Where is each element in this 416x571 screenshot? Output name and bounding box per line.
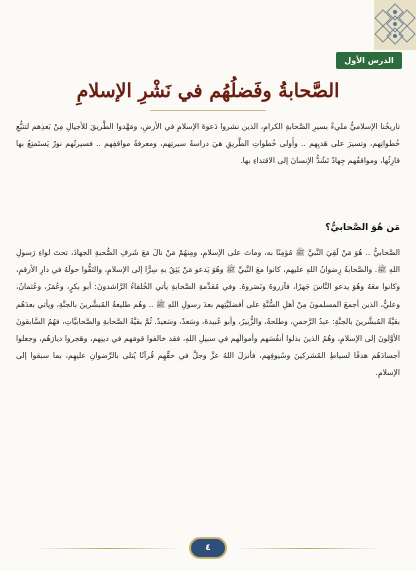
main-paragraph: الصَّحابيُّ .. هُوَ مَنْ لَقِيَ النَّبيَّ ﷺ مُؤمِنًا به، وماتَ على الإسلامِ، ومِنهُمْ مَنْ نالَ مَعَ شَرفِ الصُّحبةِ الجهادَ، تحتَ لواءِ رَسولِ اللهِ ﷺ. والصَّحابةُ رِضوانُ اللهِ عليهم، كانوا معَ النَّبيِّ ﷺ وهُوَ يَدعو مَنْ يَثِقُ بهِ سِرًّا إلى الإسلامِ، والتَفُّوا حولَهُ في دارِ الأرقمِ، وكانوا معَهُ وهُوَ يدعو النَّاسَ جَهرًا، فآزروهُ ونَصَروهُ. وفي مُقدِّمةِ الصَّحابةِ يأتي الخُلفاءُ الرَّاشدونَ: أبو بكرٍ، وعُمَرُ، وعُثمانُ، وعليٌّ، الذين أجمعَ المسلمونَ مِنْ أهلِ السُّنَّةِ على أفضليَّتِهم بعدَ رسولِ اللهِ ﷺ .. وهُم طليعةُ المُبشَّرينَ بالجنَّةِ، ويأتي بعدَهُم بقيَّةُ المُبشَّرينَ بالجنَّةِ: عبدُ الرَّحمنِ، وطلحةُ، والزُّبيرُ، وأبو عُبيدةَ، وسَعدٌ، وسَعيدٌ. ثُمَّ بقيَّةُ الصَّحابةِ والصَّحابيَّاتِ، فهُمُ السَّابقونَ الأوَّلونَ إلى الإسلامِ، وهُمُ الذينَ بذلوا أنفُسَهم وأموالَهم في سبيلِ اللهِ، فقد خالفوا قومَهم في دينِهم، وهَجروا ديارَهُم، وجعلوا أجسادَهُم هدفًا لسياطِ المُشركينَ وسُيوفِهم، فأنزلَ اللهُ عزَّ وجلَّ في حقِّهِم قُرآنًا يُتلى بالرِّضوانِ عليهِم، بما سبقوا إلى الإسلامِ. xyxy=(16,248,400,378)
footer-divider xyxy=(233,548,383,549)
intro-paragraph: تاريخُنا الإسلاميُّ مليءٌ بسيرِ الصَّحابةِ الكرامِ، الذين نشروا دَعوةَ الإسلامِ في الأرضِ، ومَهَّدوا الطَّريقَ للأجيالِ مِنْ بَعدِهم لتتبُّعِ خُطواتِهم، وتسيرَ على هَديِهم .. وأَولى خُطواتِ الطَّريقِ هيَ دراسةُ سيرتِهم، ومعرفةُ مواقفِهم .. فسيرتُهم نورٌ يَستَمتِعُ بها قارِئُها، ومواقفُهم جِهادٌ تَشُدُّ الإنسانَ إلى الاقتداءِ بها. xyxy=(16,122,400,166)
page-footer xyxy=(0,535,416,561)
page-title: الصَّحابةُ وفَضلُهُم في نَشْرِ الإسلامِ xyxy=(76,80,340,102)
page-number: ٤ xyxy=(189,537,227,559)
section-heading: مَن هُوَ الصَّحابيُّ؟ xyxy=(325,223,400,233)
corner-ornament-icon xyxy=(374,0,416,50)
title-underline xyxy=(150,110,266,111)
lesson-label: الدرس الأول xyxy=(336,52,402,69)
footer-divider xyxy=(33,548,183,549)
